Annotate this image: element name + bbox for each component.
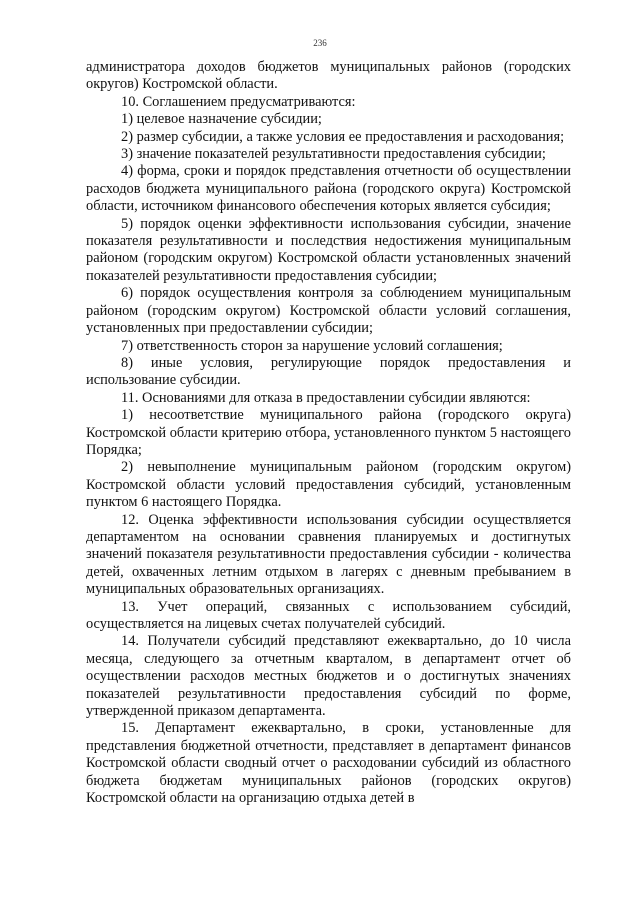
paragraph-10-item-7: 7) ответственность сторон за нарушение условий соглашения; <box>121 337 503 354</box>
paragraph-10-heading: 10. Соглашением предусматриваются: <box>121 93 356 110</box>
paragraph-10-item-4: 4) форма, сроки и порядок представления отчетности об осуществлении расходов бюджета муниципального района (городского округа) Костромской области, источником финансового обеспечения которых является субсидия; <box>86 163 571 215</box>
paragraph-15: 15. Департамент ежеквартально, в сроки, установленные для представления бюджетной отчетности, представляет в департамент финансов Костромской области сводный отчет о расходовании субсидий из областного бюджета бюджетам муниципальных районов (городских округов) Костромской области на организацию отдыха детей в <box>86 720 571 807</box>
paragraph-14: 14. Получатели субсидий представляют ежеквартально, до 10 числа месяца, следующего за отчетным кварталом, в департамент отчет об осуществлении расходов местных бюджетов и о достигнутых значениях показателей результативности предоставления субсидий по форме, утвержденной приказом департамента. <box>86 633 571 720</box>
paragraph-13: 13. Учет операций, связанных с использованием субсидий, осуществляется на лицевых счетах получателей субсидий. <box>86 598 571 632</box>
paragraph-11-item-1: 1) несоответствие муниципального района (городского округа) Костромской области критерию отбора, установленного пунктом 5 настоящего Порядка; <box>86 407 571 458</box>
paragraph-continuation: администратора доходов бюджетов муниципальных районов (городских округов) Костромской области. <box>86 59 571 93</box>
page-number: 236 <box>313 38 327 48</box>
paragraph-10-item-6: 6) порядок осуществления контроля за соблюдением муниципальным районом (городским округом) Костромской области условий соглашения, установленных при предоставлении субсидии; <box>86 285 571 337</box>
paragraph-10-item-8: 8) иные условия, регулирующие порядок предоставления и использование субсидии. <box>86 354 571 389</box>
paragraph-10-item-5: 5) порядок оценки эффективности использования субсидии, значение показателя результативности и последствия недостижения муниципальным районом (городским округом) Костромской области установленных значений показателей результативности предоставления субсидии; <box>86 215 571 284</box>
paragraph-11-item-2: 2) невыполнение муниципальным районом (городским округом) Костромской области условий предоставления субсидий, установленным пунктом 6 настоящего Порядка. <box>86 459 571 511</box>
paragraph-10-item-1: 1) целевое назначение субсидии; <box>121 111 322 128</box>
paragraph-10-item-2: 2) размер субсидии, а также условия ее предоставления и расходования; <box>121 128 565 145</box>
paragraph-11-heading: 11. Основаниями для отказа в предоставлении субсидии являются: <box>121 389 531 406</box>
paragraph-12: 12. Оценка эффективности использования субсидии осуществляется департаментом на основании сравнения планируемых и достигнутых значений показателя результативности предоставления субсидии - количества детей, охваченных летним отдыхом в лагерях с дневным пребыванием в муниципальных образовательных организациях. <box>86 511 571 598</box>
document-body <box>86 59 571 807</box>
paragraph-10-item-3: 3) значение показателей результативности предоставления субсидии; <box>121 146 546 163</box>
